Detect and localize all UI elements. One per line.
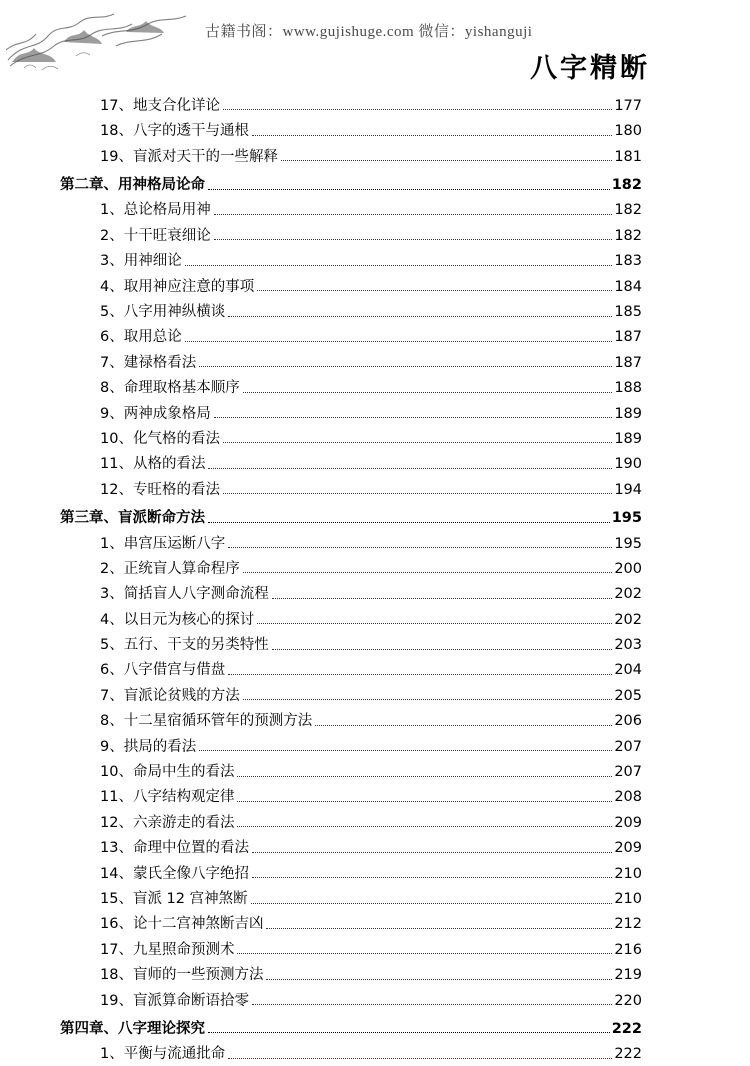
toc-entry-row[interactable]: [60, 247, 642, 272]
toc-entry-label: 11、八字结构观定律: [100, 789, 235, 806]
toc-page-number: 209: [614, 814, 642, 831]
toc-entry-label: 5、八字用神纵横谈: [100, 304, 226, 321]
toc-entry-label: 10、化气格的看法: [100, 430, 220, 447]
toc-entry-row[interactable]: [60, 606, 642, 631]
toc-dot-leader: [237, 775, 612, 777]
toc-dot-leader: [281, 159, 612, 161]
toc-page-number: 184: [614, 278, 642, 295]
toc-page-number: 182: [611, 177, 642, 194]
toc-entry-label: 5、五行、干支的另类特性: [100, 637, 269, 654]
toc-page-number: 222: [614, 1046, 642, 1063]
toc-page-number: 187: [614, 354, 642, 371]
toc-entry-label: 9、拱局的看法: [100, 738, 197, 755]
toc-dot-leader: [266, 927, 612, 929]
toc-dot-leader: [257, 622, 612, 624]
toc-entry-label: 11、从格的看法: [100, 456, 206, 473]
toc-entry-row[interactable]: [60, 987, 642, 1012]
toc-page-number: 220: [614, 992, 642, 1009]
toc-page-number: 183: [614, 253, 642, 270]
toc-entry-row[interactable]: [60, 324, 642, 349]
toc-entry-label: 6、取用总论: [100, 329, 182, 346]
toc-dot-leader: [252, 1003, 612, 1005]
toc-page-number: 180: [614, 123, 642, 140]
page-header: [0, 0, 750, 92]
toc-entry-label: 14、蒙氏全像八字绝招: [100, 865, 249, 882]
toc-entry-row[interactable]: [60, 476, 642, 501]
toc-dot-leader: [214, 238, 613, 240]
toc-entry-label: 18、盲师的一些预测方法: [100, 967, 264, 984]
toc-dot-leader: [237, 825, 612, 827]
toc-entry-label: 1、总论格局用神: [100, 202, 211, 219]
toc-entry-row[interactable]: [60, 197, 642, 222]
toc-page-number: 187: [614, 329, 642, 346]
toc-entry-row[interactable]: [60, 809, 642, 834]
toc-entry-label: 13、命理中位置的看法: [100, 840, 249, 857]
toc-page-number: 222: [611, 1020, 642, 1037]
toc-dot-leader: [214, 416, 613, 418]
toc-entry-label: 9、两神成象格局: [100, 405, 211, 422]
toc-entry-label: 3、简括盲人八字测命流程: [100, 586, 269, 603]
toc-page-number: 204: [614, 662, 642, 679]
toc-page-number: 212: [614, 916, 642, 933]
toc-entry-row[interactable]: [60, 631, 642, 656]
toc-dot-leader: [199, 749, 612, 751]
toc-dot-leader: [272, 648, 613, 650]
toc-entry-row[interactable]: [60, 273, 642, 298]
toc-entry-label: 8、命理取格基本顺序: [100, 380, 240, 397]
toc-entry-row[interactable]: [60, 349, 642, 374]
toc-page-number: 182: [614, 202, 642, 219]
toc-entry-row[interactable]: [60, 143, 642, 168]
toc-dot-leader: [208, 467, 612, 469]
toc-entry-label: 12、六亲游走的看法: [100, 814, 235, 831]
toc-page-number: 190: [614, 456, 642, 473]
toc-entry-row[interactable]: [60, 961, 642, 986]
toc-entry-label: 2、正统盲人算命程序: [100, 560, 240, 577]
toc-entry-row[interactable]: [60, 117, 642, 142]
toc-entry-label: 8、十二星宿循环管年的预测方法: [100, 713, 313, 730]
toc-dot-leader: [252, 876, 612, 878]
toc-page-number: 194: [614, 481, 642, 498]
toc-entry-row[interactable]: [60, 580, 642, 605]
toc-dot-leader: [257, 289, 612, 291]
toc-page-number: 189: [614, 430, 642, 447]
toc-chapter-row[interactable]: [60, 1015, 642, 1040]
watermark-text: 古籍书阁：www.gujishuge.com 微信：yishanguji: [205, 24, 533, 40]
toc-entry-row[interactable]: [60, 758, 642, 783]
toc-page-number: 188: [614, 380, 642, 397]
toc-page-number: 205: [614, 687, 642, 704]
toc-page-number: 195: [611, 510, 642, 527]
toc-entry-label: 19、盲派对天干的一些解释: [100, 148, 278, 165]
toc-entry-row[interactable]: [60, 298, 642, 323]
toc-entry-label: 17、地支合化详论: [100, 97, 220, 114]
toc-page-number: 177: [614, 97, 642, 114]
toc-entry-label: 7、盲派论贫贱的方法: [100, 687, 240, 704]
toc-entry-row[interactable]: [60, 885, 642, 910]
toc-dot-leader: [199, 365, 612, 367]
toc-entry-label: 6、八字借宫与借盘: [100, 662, 226, 679]
toc-dot-leader: [315, 724, 612, 726]
toc-entry-label: 19、盲派算命断语拾零: [100, 992, 249, 1009]
toc-page-number: 206: [614, 713, 642, 730]
toc-page-number: 182: [614, 227, 642, 244]
toc-entry-label: 18、八字的透干与通根: [100, 123, 249, 140]
toc-entry-row[interactable]: [60, 222, 642, 247]
toc-page-number: 208: [614, 789, 642, 806]
toc-dot-leader: [228, 1057, 612, 1059]
toc-page-number: 207: [614, 764, 642, 781]
toc-page-number: 216: [614, 941, 642, 958]
toc-dot-leader: [208, 1031, 610, 1033]
toc-dot-leader: [237, 800, 612, 802]
toc-entry-row[interactable]: [60, 374, 642, 399]
ink-mountain-illustration: [6, 6, 196, 76]
toc-entry-row[interactable]: [60, 834, 642, 859]
toc-dot-leader: [228, 546, 612, 548]
toc-page-number: 210: [614, 891, 642, 907]
toc-entry-label: 10、命局中生的看法: [100, 764, 235, 781]
toc-entry-label: 3、用神细论: [100, 253, 182, 270]
toc-dot-leader: [223, 492, 612, 494]
toc-entry-row[interactable]: [60, 682, 642, 707]
table-of-contents: [0, 92, 750, 1066]
toc-dot-leader: [214, 213, 613, 215]
toc-entry-label: 第四章、八字理论探究: [60, 1020, 205, 1037]
toc-dot-leader: [243, 571, 613, 573]
toc-chapter-row[interactable]: [60, 171, 642, 196]
toc-entry-label: 1、串宫压运断八字: [100, 535, 226, 552]
toc-dot-leader: [223, 441, 612, 443]
toc-page-number: 209: [614, 840, 642, 857]
toc-entry-label: 12、专旺格的看法: [100, 481, 220, 498]
toc-page-number: 195: [614, 535, 642, 552]
toc-dot-leader: [251, 902, 613, 904]
toc-dot-leader: [252, 134, 612, 136]
toc-dot-leader: [228, 315, 612, 317]
toc-page-number: 202: [614, 611, 642, 628]
toc-entry-row[interactable]: [60, 425, 642, 450]
toc-entry-row[interactable]: [60, 911, 642, 936]
toc-page-number: 203: [614, 637, 642, 654]
toc-entry-label: 4、以日元为核心的探讨: [100, 611, 255, 628]
toc-page-number: 207: [614, 738, 642, 755]
toc-page-number: 202: [614, 586, 642, 603]
toc-dot-leader: [185, 340, 613, 342]
toc-dot-leader: [243, 698, 613, 700]
toc-entry-row[interactable]: [60, 1040, 642, 1065]
toc-entry-label: 15、盲派 12 宫神煞断: [100, 891, 248, 907]
toc-entry-row[interactable]: [60, 92, 642, 117]
toc-entry-row[interactable]: [60, 707, 642, 732]
toc-entry-label: 1、平衡与流通批命: [100, 1046, 226, 1063]
toc-dot-leader: [266, 978, 612, 980]
toc-chapter-row[interactable]: [60, 504, 642, 529]
toc-dot-leader: [228, 673, 612, 675]
toc-page-number: 210: [614, 865, 642, 882]
toc-entry-row[interactable]: [60, 657, 642, 682]
toc-dot-leader: [243, 391, 613, 393]
toc-entry-row[interactable]: [60, 784, 642, 809]
toc-entry-row[interactable]: [60, 450, 642, 475]
toc-dot-leader: [252, 851, 612, 853]
toc-entry-label: 17、九星照命预测术: [100, 941, 235, 958]
toc-entry-row[interactable]: [60, 400, 642, 425]
toc-dot-leader: [185, 264, 613, 266]
toc-page-number: 181: [614, 148, 642, 165]
toc-entry-row[interactable]: [60, 936, 642, 961]
toc-dot-leader: [237, 952, 612, 954]
toc-entry-row[interactable]: [60, 733, 642, 758]
toc-page-number: 200: [614, 560, 642, 577]
toc-entry-row[interactable]: [60, 555, 642, 580]
toc-page-number: 185: [614, 304, 642, 321]
toc-dot-leader: [272, 597, 613, 599]
toc-entry-label: 7、建禄格看法: [100, 354, 197, 371]
toc-entry-label: 第二章、用神格局论命: [60, 177, 205, 194]
toc-page-number: 189: [614, 405, 642, 422]
toc-dot-leader: [208, 188, 610, 190]
toc-entry-label: 第三章、盲派断命方法: [60, 510, 205, 527]
toc-entry-row[interactable]: [60, 530, 642, 555]
toc-entry-row[interactable]: [60, 860, 642, 885]
book-title: 八字精断: [530, 53, 650, 84]
toc-entry-label: 2、十干旺衰细论: [100, 227, 211, 244]
toc-entry-label: 16、论十二宫神煞断吉凶: [100, 916, 264, 933]
toc-entry-label: 4、取用神应注意的事项: [100, 278, 255, 295]
toc-page-number: 219: [614, 967, 642, 984]
toc-dot-leader: [223, 108, 612, 110]
toc-dot-leader: [208, 521, 610, 523]
